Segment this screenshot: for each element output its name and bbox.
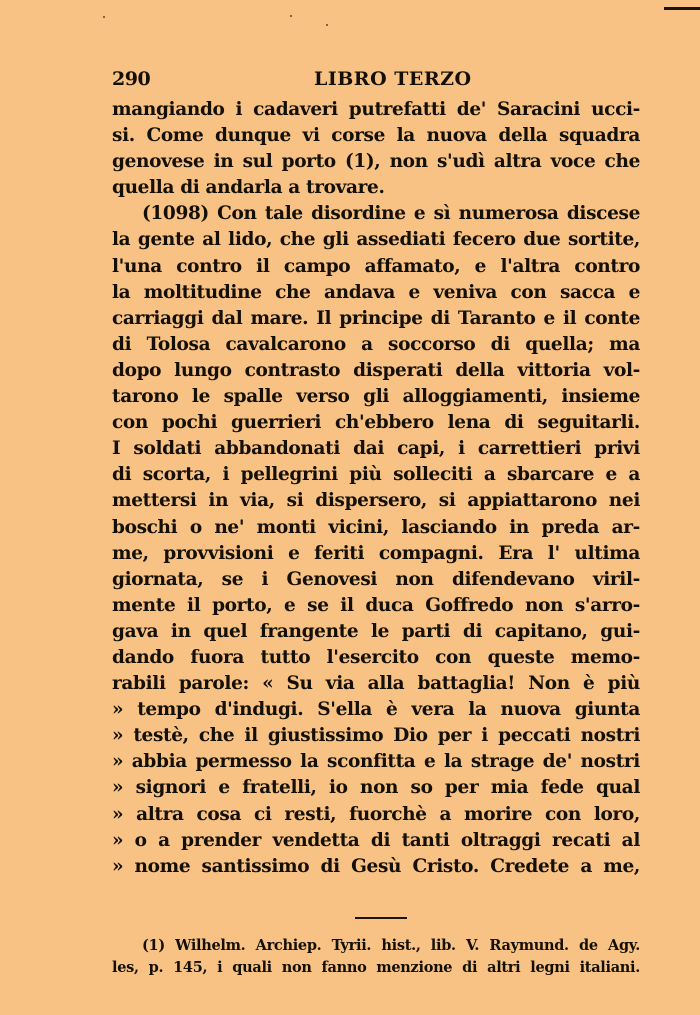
text-line: genovese in sul porto (1), non s'udì altra voce che [112,151,640,173]
text-line: rabili parole: « Su via alla battaglia! Non è più [112,673,640,695]
text-line: dando fuora tutto l'esercito con queste memo- [112,646,640,668]
text-line: giornata, se i Genovesi non difendevano viril- [112,568,640,590]
text-line: » tempo d'indugi. S'ella è vera la nuova giunta [112,699,640,721]
ink-speck [290,15,292,17]
text-line: » testè, che il giustissimo Dio per i peccati nostri [112,725,640,747]
page-number: 290 [112,68,151,90]
ink-speck [326,24,328,26]
footnote [112,935,640,979]
text-line: » nome santissimo di Gesù Cristo. Credete a me, [112,855,640,877]
text-line: me, provvisioni e feriti compagni. Era l' ultima [112,542,640,564]
text-line: tarono le spalle verso gli alloggiamenti, insieme [112,386,640,408]
text-line: dopo lungo contrasto disperati della vittoria vol- [112,359,640,381]
text-line: l'una contro il campo affamato, e l'altra contro [112,255,640,277]
text-line: mente il porto, e se il duca Goffredo non s'arro- [112,594,640,616]
text-line: mangiando i cadaveri putrefatti de' Saracini ucci- [112,99,640,120]
text-line: di Tolosa cavalcarono a soccorso di quella; ma [112,333,640,355]
text-line: gava in quel frangente le parti di capitano, gui- [112,620,640,642]
text-line: si. Come dunque vi corse la nuova della squadra [112,125,640,147]
text-line: (1098) Con tale disordine e sì numerosa discese [142,203,640,225]
footnote-line: les, p. 145, i quali non fanno menzione di altri legni italiani. [112,959,640,976]
text-line: mettersi in via, si dispersero, si appiattarono nei [112,490,640,512]
text-line: di scorta, i pellegrini più solleciti a sbarcare e a [112,464,640,486]
text-line: » altra cosa ci resti, fuorchè a morire con loro, [112,803,640,825]
text-line: I soldati abbandonati dai capi, i carrettieri privi [112,438,640,460]
footnote-rule [355,917,407,919]
ink-speck [103,16,105,18]
text-line: » o a prender vendetta di tanti oltraggi recati al [112,829,640,851]
text-line: » abbia permesso la sconfitta e la strage de' nostri [112,751,640,773]
body-text [112,97,640,880]
text-line: » signori e fratelli, io non so per mia fede qual [112,777,640,799]
page-header [112,68,640,94]
text-line: con pochi guerrieri ch'ebbero lena di seguitarli. [112,412,640,434]
corner-mark [664,7,700,10]
text-line: la gente al lido, che gli assediati fecero due sortite, [112,229,640,251]
running-head: LIBRO TERZO [314,68,472,90]
text-line: boschi o ne' monti vicini, lasciando in preda ar- [112,516,640,538]
footnote-line: (1) Wilhelm. Archiep. Tyrii. hist., lib. V. Raymund. de Agy. [142,937,640,954]
text-line: carriaggi dal mare. Il principe di Taranto e il conte [112,307,640,329]
text-line: la moltitudine che andava e veniva con sacca e [112,281,640,303]
text-line: quella di andarla a trovare. [112,177,385,199]
